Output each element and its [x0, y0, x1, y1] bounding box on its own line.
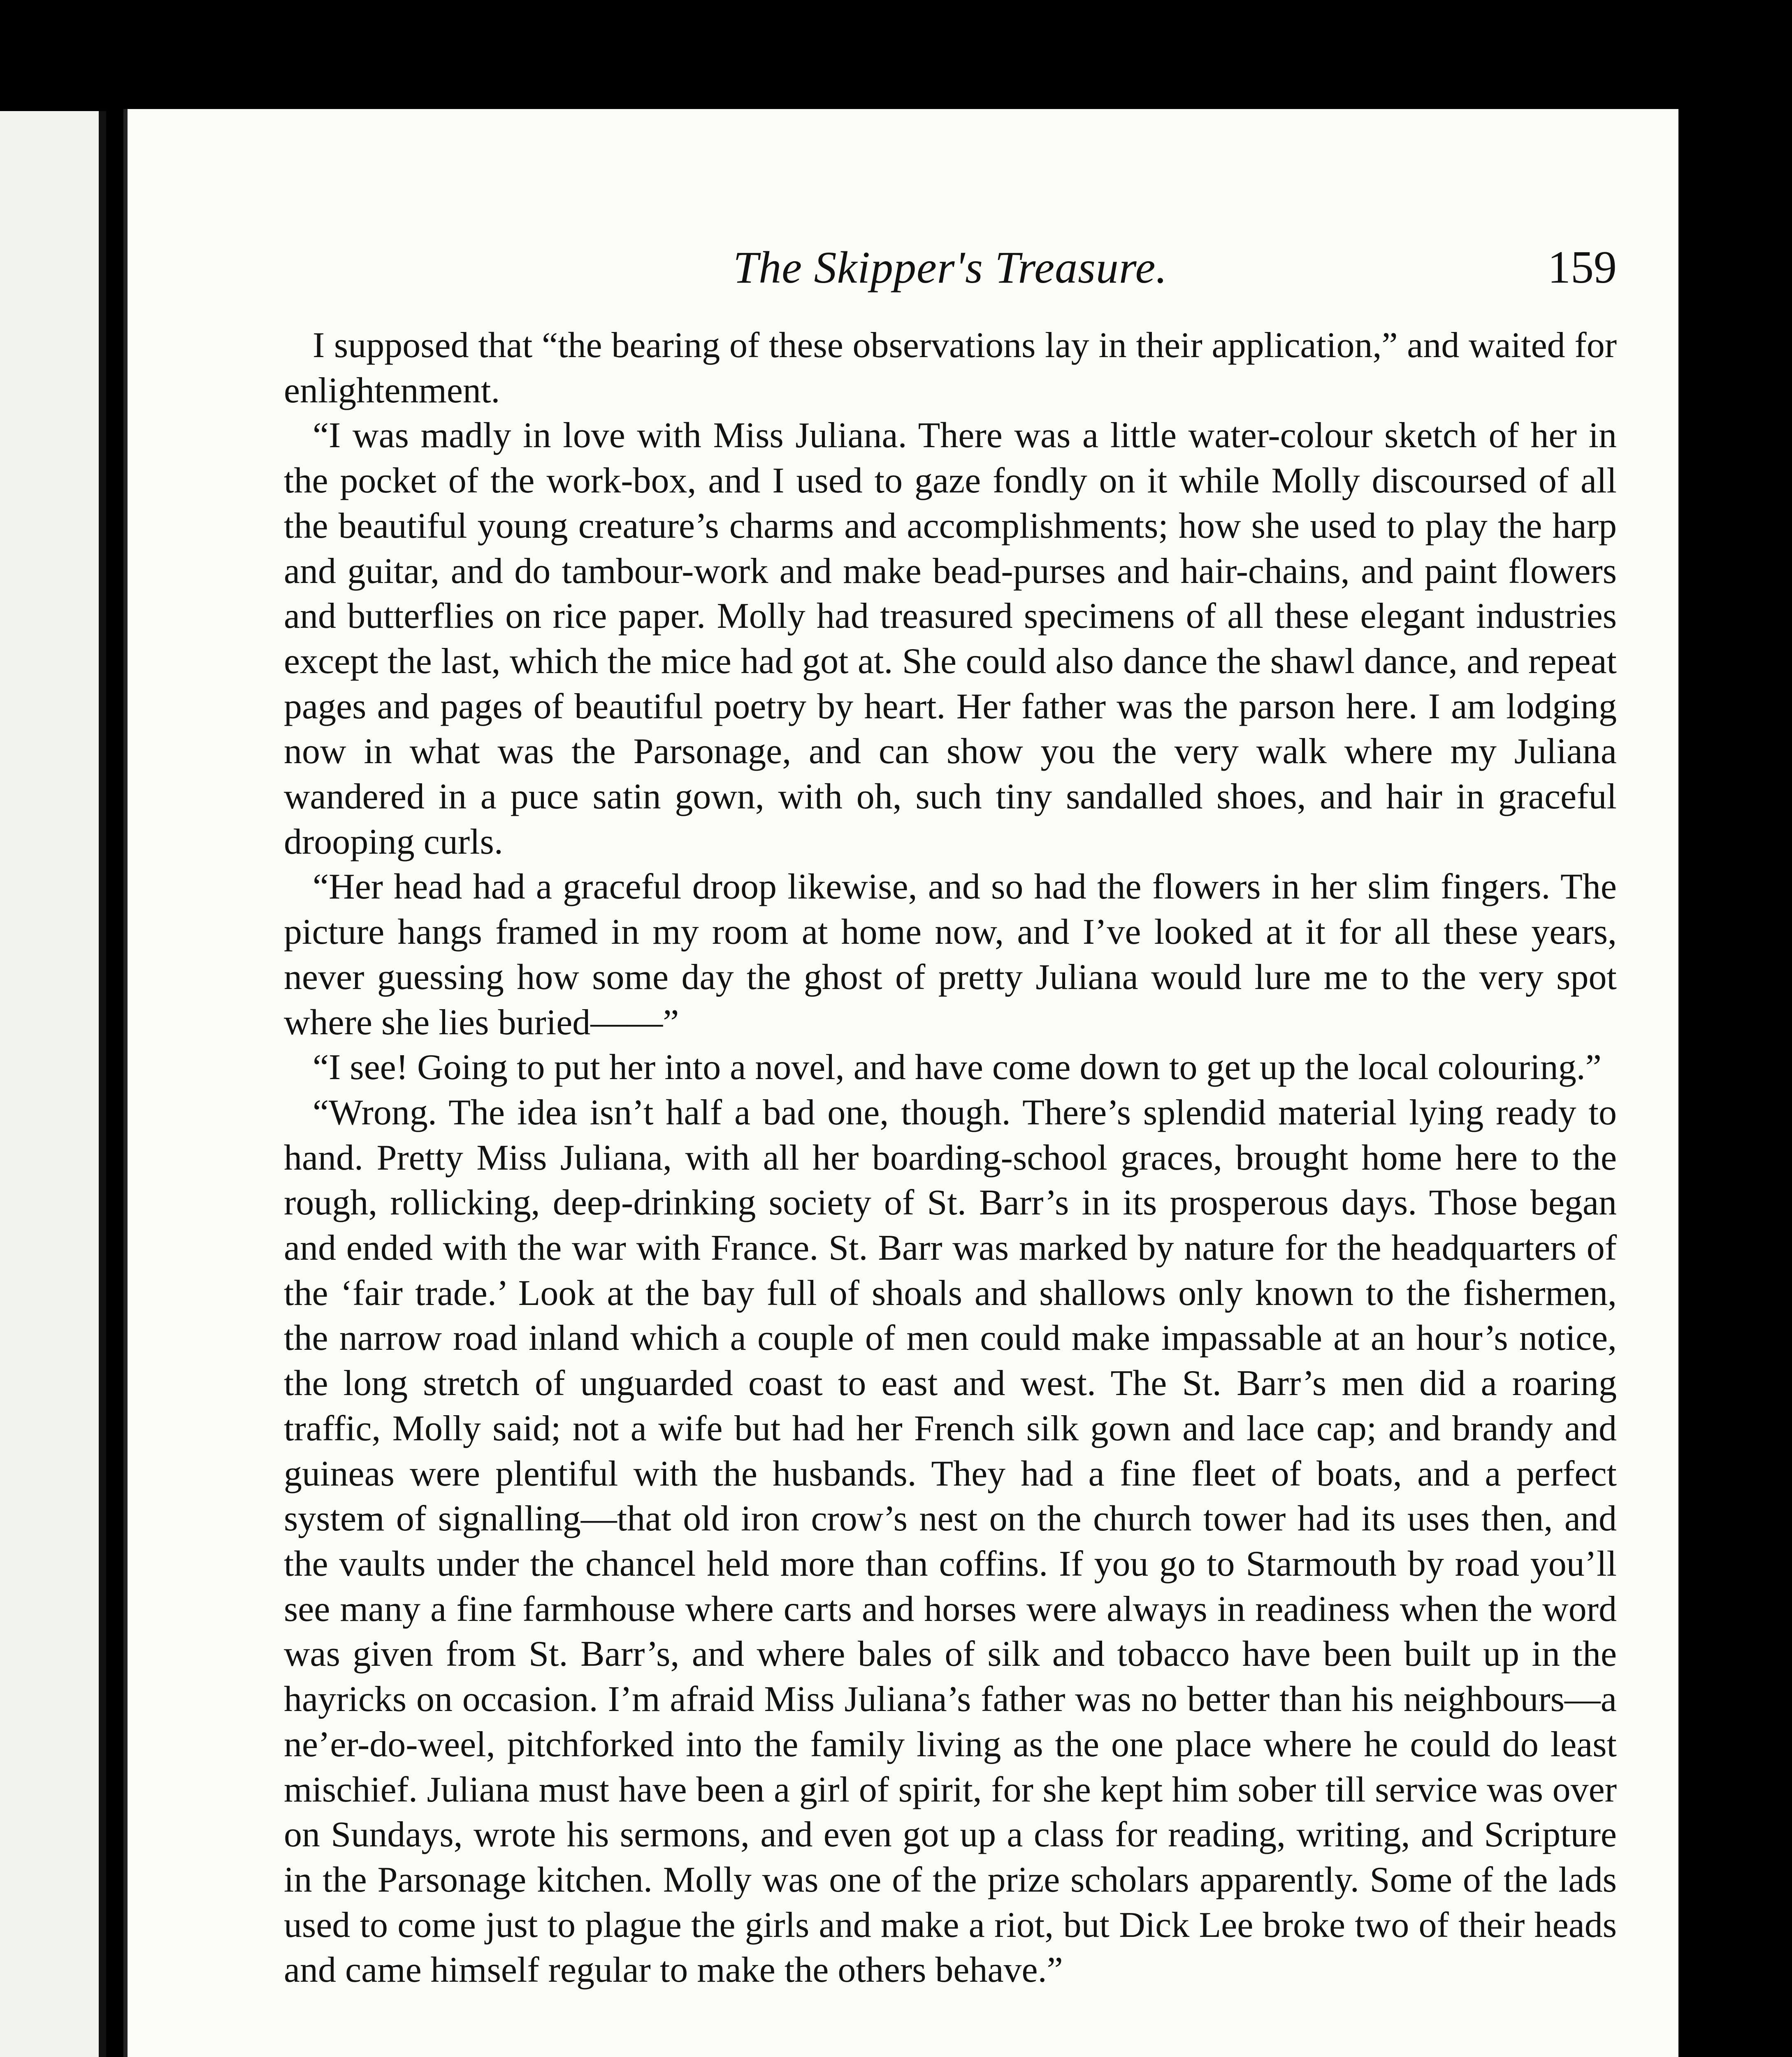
paragraph: I supposed that “the bearing of these observations lay in their application,” and waited for enlightenment.	[284, 325, 1617, 411]
running-title: The Skipper's Treasure.	[733, 242, 1168, 293]
facing-page-edge	[0, 111, 106, 2057]
running-head	[284, 237, 1617, 302]
body-text	[284, 323, 1617, 1993]
paragraph: “I was madly in love with Miss Juliana. There was a little water-colour sketch of her in the pocket of the work-box, and I used to gaze fondly on it while Molly discoursed of all the beautiful young creature’s charms and accomplishments; how she used to play the harp and guitar, and do tambour-work and make bead-purses and hair-chains, and paint flowers and butterflies on rice paper. Molly had treasured specimens of all these elegant industries except the last, which the mice had got at. She could also dance the shawl dance, and repeat pages and pages of beautiful poetry by heart. Her father was the parson here. I am lodging now in what was the Parsonage, and can show you the very walk where my Juliana wandered in a puce satin gown, with oh, such tiny sandalled shoes, and hair in graceful drooping curls.	[284, 416, 1617, 862]
paragraph: “Her head had a graceful droop likewise, and so had the flowers in her slim fingers. The picture hangs framed in my room at home now, and I’ve looked at it for all these years, never guessing how some day the ghost of pretty Juliana would lure me to the very spot where she lies buried——”	[284, 867, 1617, 1042]
book-page	[123, 109, 1678, 2057]
paragraph: “Wrong. The idea isn’t half a bad one, though. There’s splendid material lying ready to hand. Pretty Miss Juliana, with all her boarding-school graces, brought home here to the rough, rollicking, deep-drinking society of St. Barr’s in its prosperous days. Those began and ended with the war with France. St. Barr was marked by nature for the headquarters of the ‘fair trade.’ Look at the bay full of shoals and shallows only known to the fishermen, the narrow road inland which a couple of men could make impassable at an hour’s notice, the long stretch of unguarded coast to east and west. The St. Barr’s men did a roaring traffic, Molly said; not a wife but had her French silk gown and lace cap; and brandy and guineas were plentiful with the husbands. They had a fine fleet of boats, and a perfect system of signalling—that old iron crow’s nest on the church tower had its uses then, and the vaults under the chancel held more than coffins. If you go to Starmouth by road you’ll see many a fine farmhouse where carts and horses were always in readiness when the word was given from St. Barr’s, and where bales of silk and tobacco have been built up in the hayricks on occasion. I’m afraid Miss Juliana’s father was no better than his neighbours—a ne’er-do-weel, pitchforked into the family living as the one place where he could do least mischief. Juliana must have been a girl of spirit, for she kept him sober till service was over on Sundays, wrote his sermons, and even got up a class for reading, writing, and Scripture in the Parsonage kitchen. Molly was one of the prize scholars apparently. Some of the lads used to come just to plague the girls and make a riot, but Dick Lee broke two of their heads and came himself regular to make the others behave.”	[284, 1092, 1617, 1990]
page-number: 159	[1548, 242, 1617, 293]
paragraph: “I see! Going to put her into a novel, and have come down to get up the local colouring.”	[313, 1047, 1602, 1088]
